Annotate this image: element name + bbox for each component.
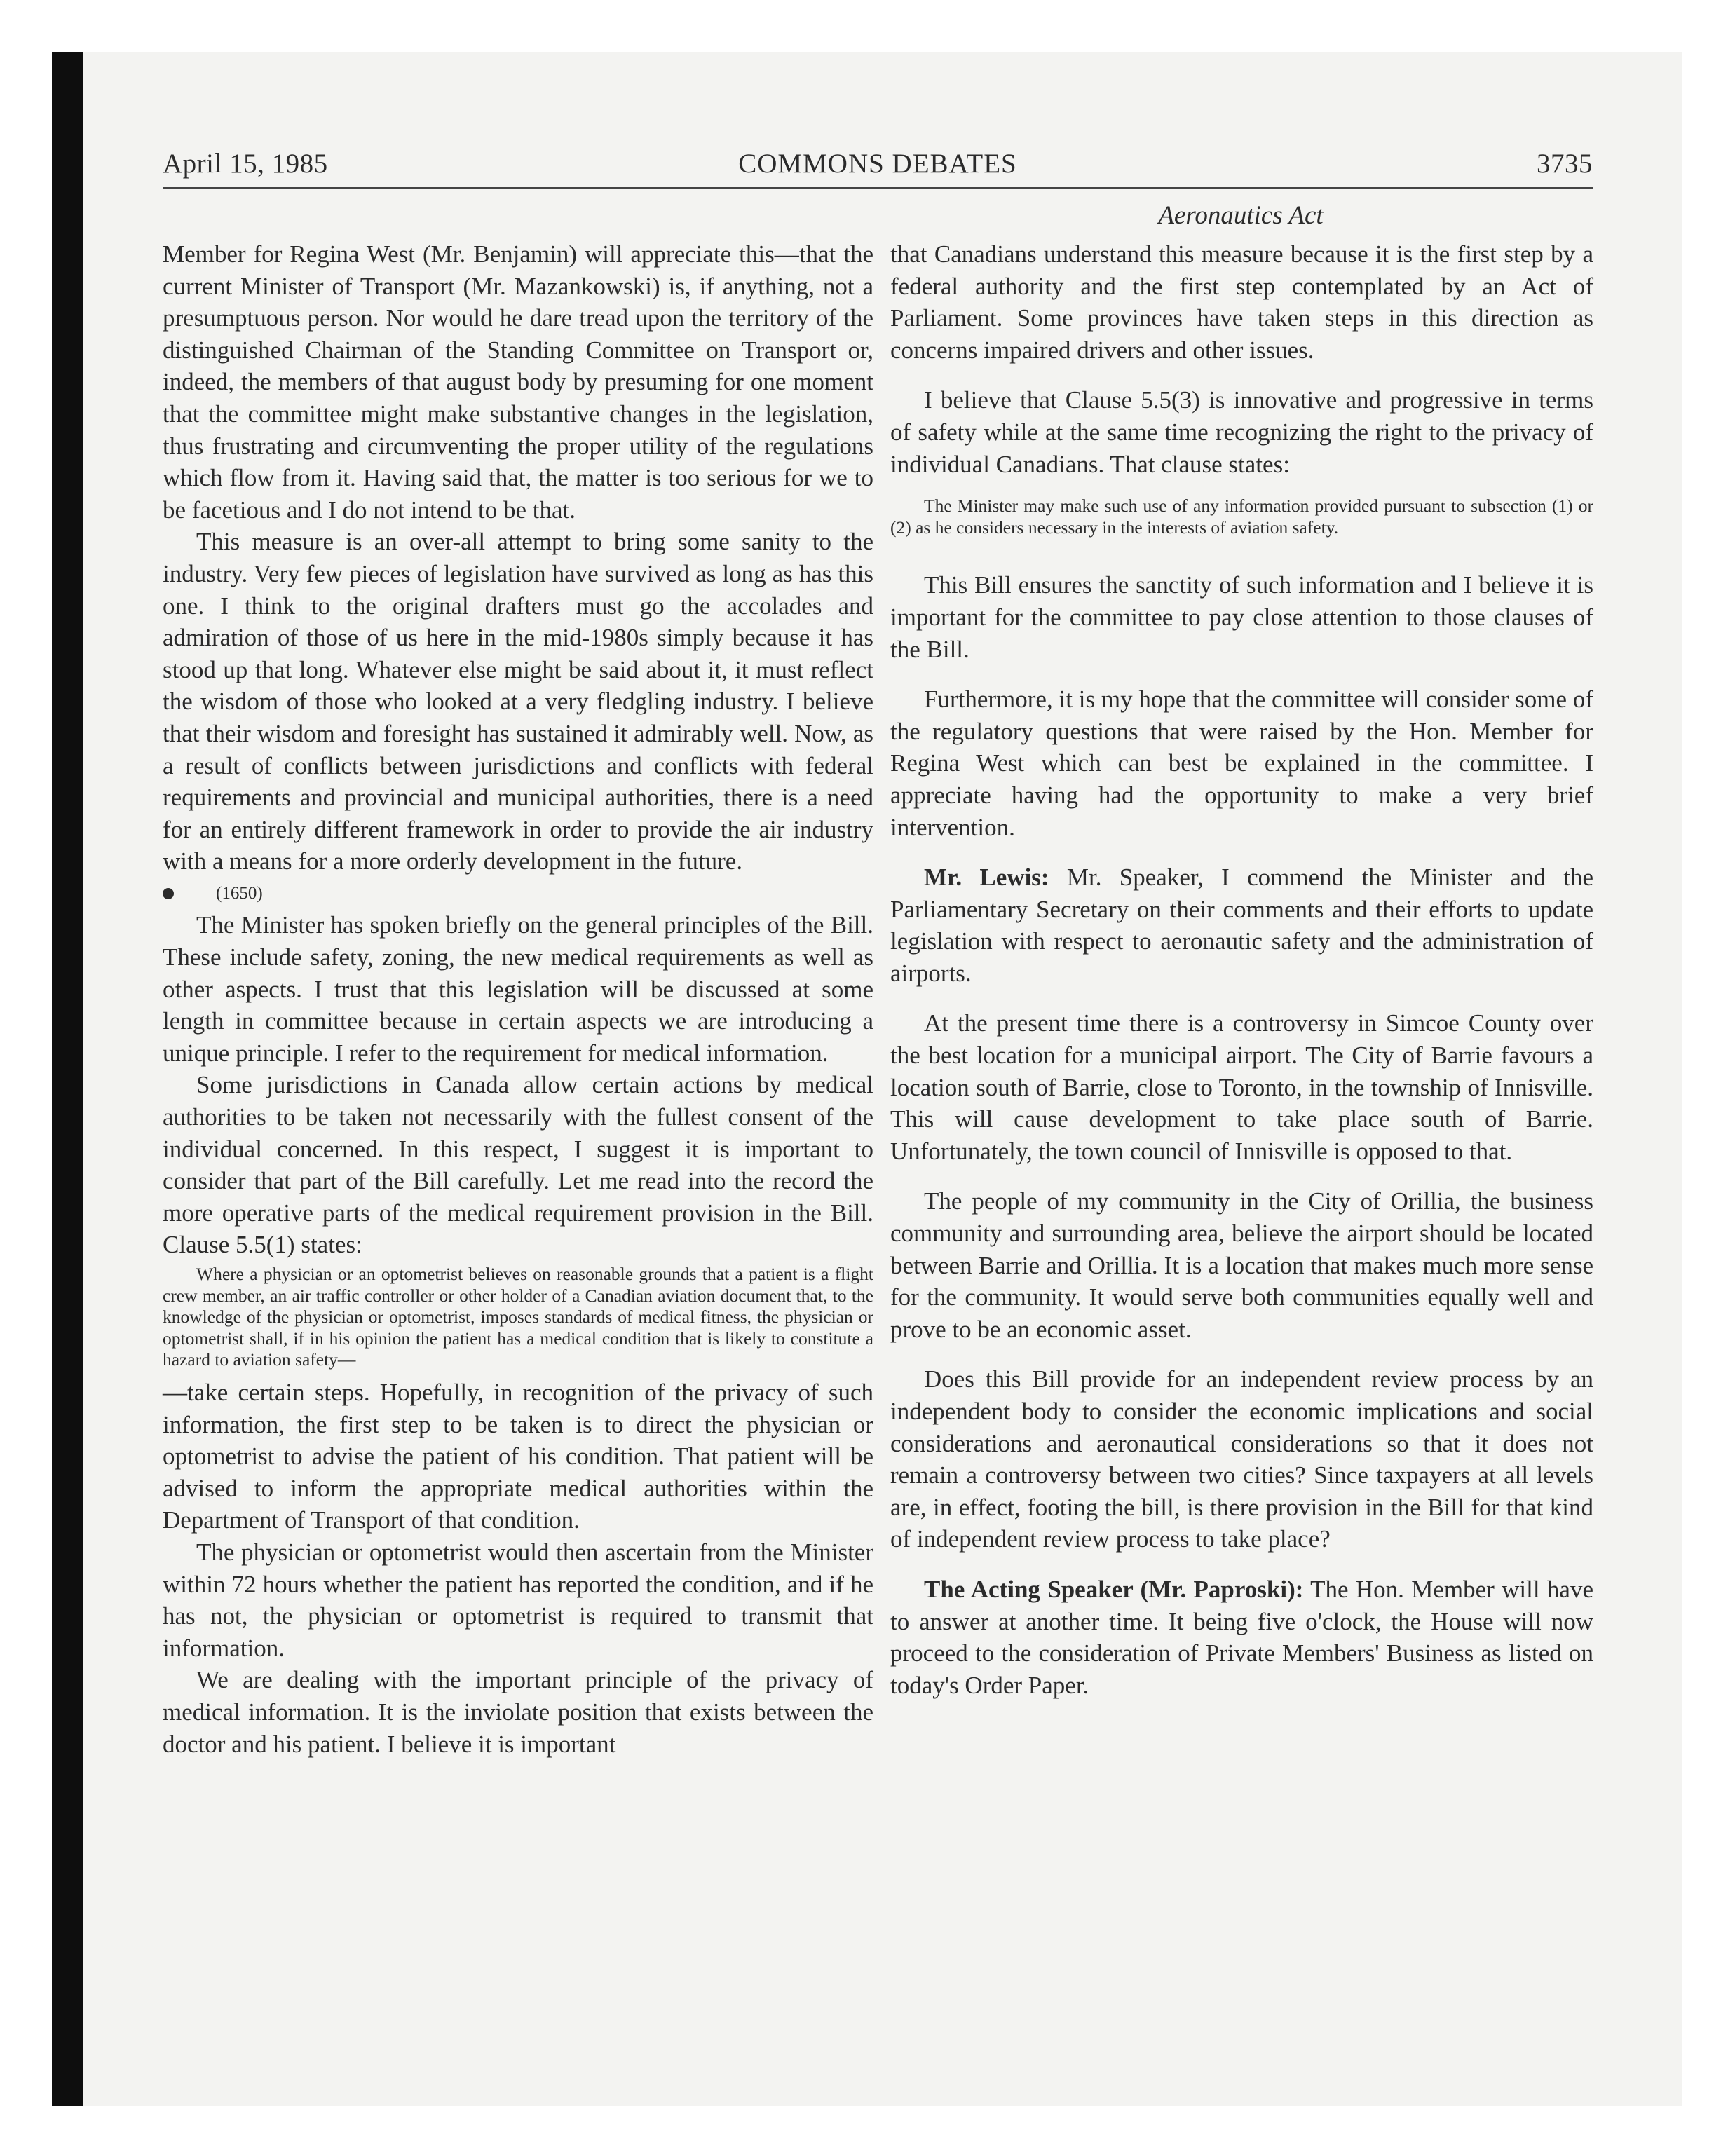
running-subheader: Aeronautics Act: [1158, 201, 1324, 230]
speaker-name: The Acting Speaker (Mr. Paproski):: [924, 1575, 1304, 1603]
time-marker-label: (1650): [216, 883, 263, 903]
binding-edge: [52, 52, 83, 2106]
paragraph: Member for Regina West (Mr. Benjamin) will appreciate this—that the current Minister of Transport (Mr. Mazankowski) is, if anything, not a presumptuous person. Nor would he dare tread upon the territory of the distinguished Chairman of the Standing Committee on Transport or, indeed, the members of that august body by presuming for one moment that the committee might make substantive changes in the legislation, thus frustrating and circumventing the proper utility of the regulations which flow from it. Having said that, the matter is too serious for we to be facetious and I do not intend to be that.: [163, 240, 873, 524]
paragraph: Some jurisdictions in Canada allow certain actions by medical authorities to be taken not necessarily with the fullest consent of the individual concerned. In this respect, I suggest it is important to consider that part of the Bill carefully. Let me read into the record the more operative parts of the medical requirement provision in the Bill. Clause 5.5(1) states:: [163, 1071, 873, 1259]
header-title: COMMONS DEBATES: [738, 149, 1017, 179]
paragraph: —take certain steps. Hopefully, in recognition of the privacy of such information, the first step to be taken is to direct the physician or optometrist to advise the patient of his condition. That patient will be advised to inform the appropriate medical authorities within the Department of Transport of that condition.: [163, 1378, 873, 1534]
quoted-clause: The Minister may make such use of any information provided pursuant to subsection (1) or (2) as he considers necessary in the interests of aviation safety.: [890, 496, 1593, 538]
speech-paragraph: [890, 1574, 1593, 1701]
speech-paragraph: [890, 861, 1593, 989]
speaker-name: Mr. Lewis:: [924, 864, 1049, 892]
speech-text: The Hon. Member will have to answer at another time. It being five o'clock, the House will now proceed to the consideration of Private Members' Business as listed on today's Order Paper.: [890, 1575, 1593, 1699]
paragraph: Furthermore, it is my hope that the committee will consider some of the regulatory questions that were raised by the Hon. Member for Regina West which can best be explained in the committee. I appreciate having had the opportunity to make a very brief intervention.: [890, 685, 1593, 841]
paragraph: This measure is an over-all attempt to bring some sanity to the industry. Very few pieces of legislation have survived as long as has this one. I think to the original drafters must go the accolades and admiration of those of us here in the mid-1980s simply because it has stood up that long. Whatever else might be said about it, it must reflect the wisdom of those who looked at a very fledgling industry. I believe that their wisdom and foresight has sustained it admirably well. Now, as a result of conflicts between jurisdictions and conflicts with federal requirements and provincial and municipal authorities, there is a need for an entirely different framework in order to provide the air industry with a means for a more orderly development in the future.: [163, 528, 873, 875]
paragraph: I believe that Clause 5.5(3) is innovative and progressive in terms of safety while at the same time recognizing the right to the privacy of individual Canadians. That clause states:: [890, 386, 1593, 478]
paragraph: that Canadians understand this measure because it is the first step by a federal authority and the first step contemplated by an Act of Parliament. Some provinces have taken steps in this direction as concerns impaired drivers and other issues.: [890, 240, 1593, 364]
paragraph: The people of my community in the City of Orillia, the business community and surrounding area, believe the airport should be located between Barrie and Orillia. It is a location that makes much more sense for the community. It would serve both communities equally well and prove to be an economic asset.: [890, 1187, 1593, 1343]
quoted-clause: Where a physician or an optometrist believes on reasonable grounds that a patient is a flight crew member, an air traffic controller or other holder of a Canadian aviation document that, to the knowledge of the physician or optometrist, imposes standards of medical fitness, the physician or optometrist shall, if in his opinion the patient has a medical condition that is likely to constitute a hazard to aviation safety—: [163, 1264, 873, 1370]
paragraph: Does this Bill provide for an independent review process by an independent body to consider the economic implications and social considerations and aeronautical considerations so that it does not remain a controversy between two cities? Since taxpayers at all levels are, in effect, footing the bill, is there provision in the Bill for that kind of independent review process to take place?: [890, 1365, 1593, 1553]
bullet-icon: [163, 888, 174, 899]
paragraph: This Bill ensures the sanctity of such information and I believe it is important for the committee to pay close attention to those clauses of the Bill.: [890, 571, 1593, 663]
paragraph: At the present time there is a controversy in Simcoe County over the best location for a municipal airport. The City of Barrie favours a location south of Barrie, close to Toronto, in the township of Innisville. This will cause development to take place south of Barrie. Unfortunately, the town council of Innisville is opposed to that.: [890, 1009, 1593, 1165]
paragraph: The Minister has spoken briefly on the general principles of the Bill. These include safety, zoning, the new medical requirements as well as other aspects. I trust that this legislation will be discussed at some length in committee because in certain aspects we are introducing a unique principle. I refer to the requirement for medical information.: [163, 911, 873, 1067]
page-header: [163, 145, 1593, 189]
header-page-number: 3735: [1537, 149, 1593, 179]
time-marker: [163, 878, 873, 910]
header-date: April 15, 1985: [163, 149, 328, 179]
speech-text: Mr. Speaker, I commend the Minister and the Parliamentary Secretary on their comments and their efforts to update legislation with respect to aeronautic safety and the administration of airports.: [890, 864, 1594, 987]
paragraph: We are dealing with the important principle of the privacy of medical information. It is the inviolate position that exists between the doctor and his patient. I believe it is important: [163, 1666, 873, 1758]
paragraph: The physician or optometrist would then ascertain from the Minister within 72 hours whether the patient has reported the condition, and if he has not, the physician or optometrist is required to transmit that information.: [163, 1538, 873, 1662]
right-column: [890, 238, 1593, 1717]
left-column: [163, 238, 873, 1760]
